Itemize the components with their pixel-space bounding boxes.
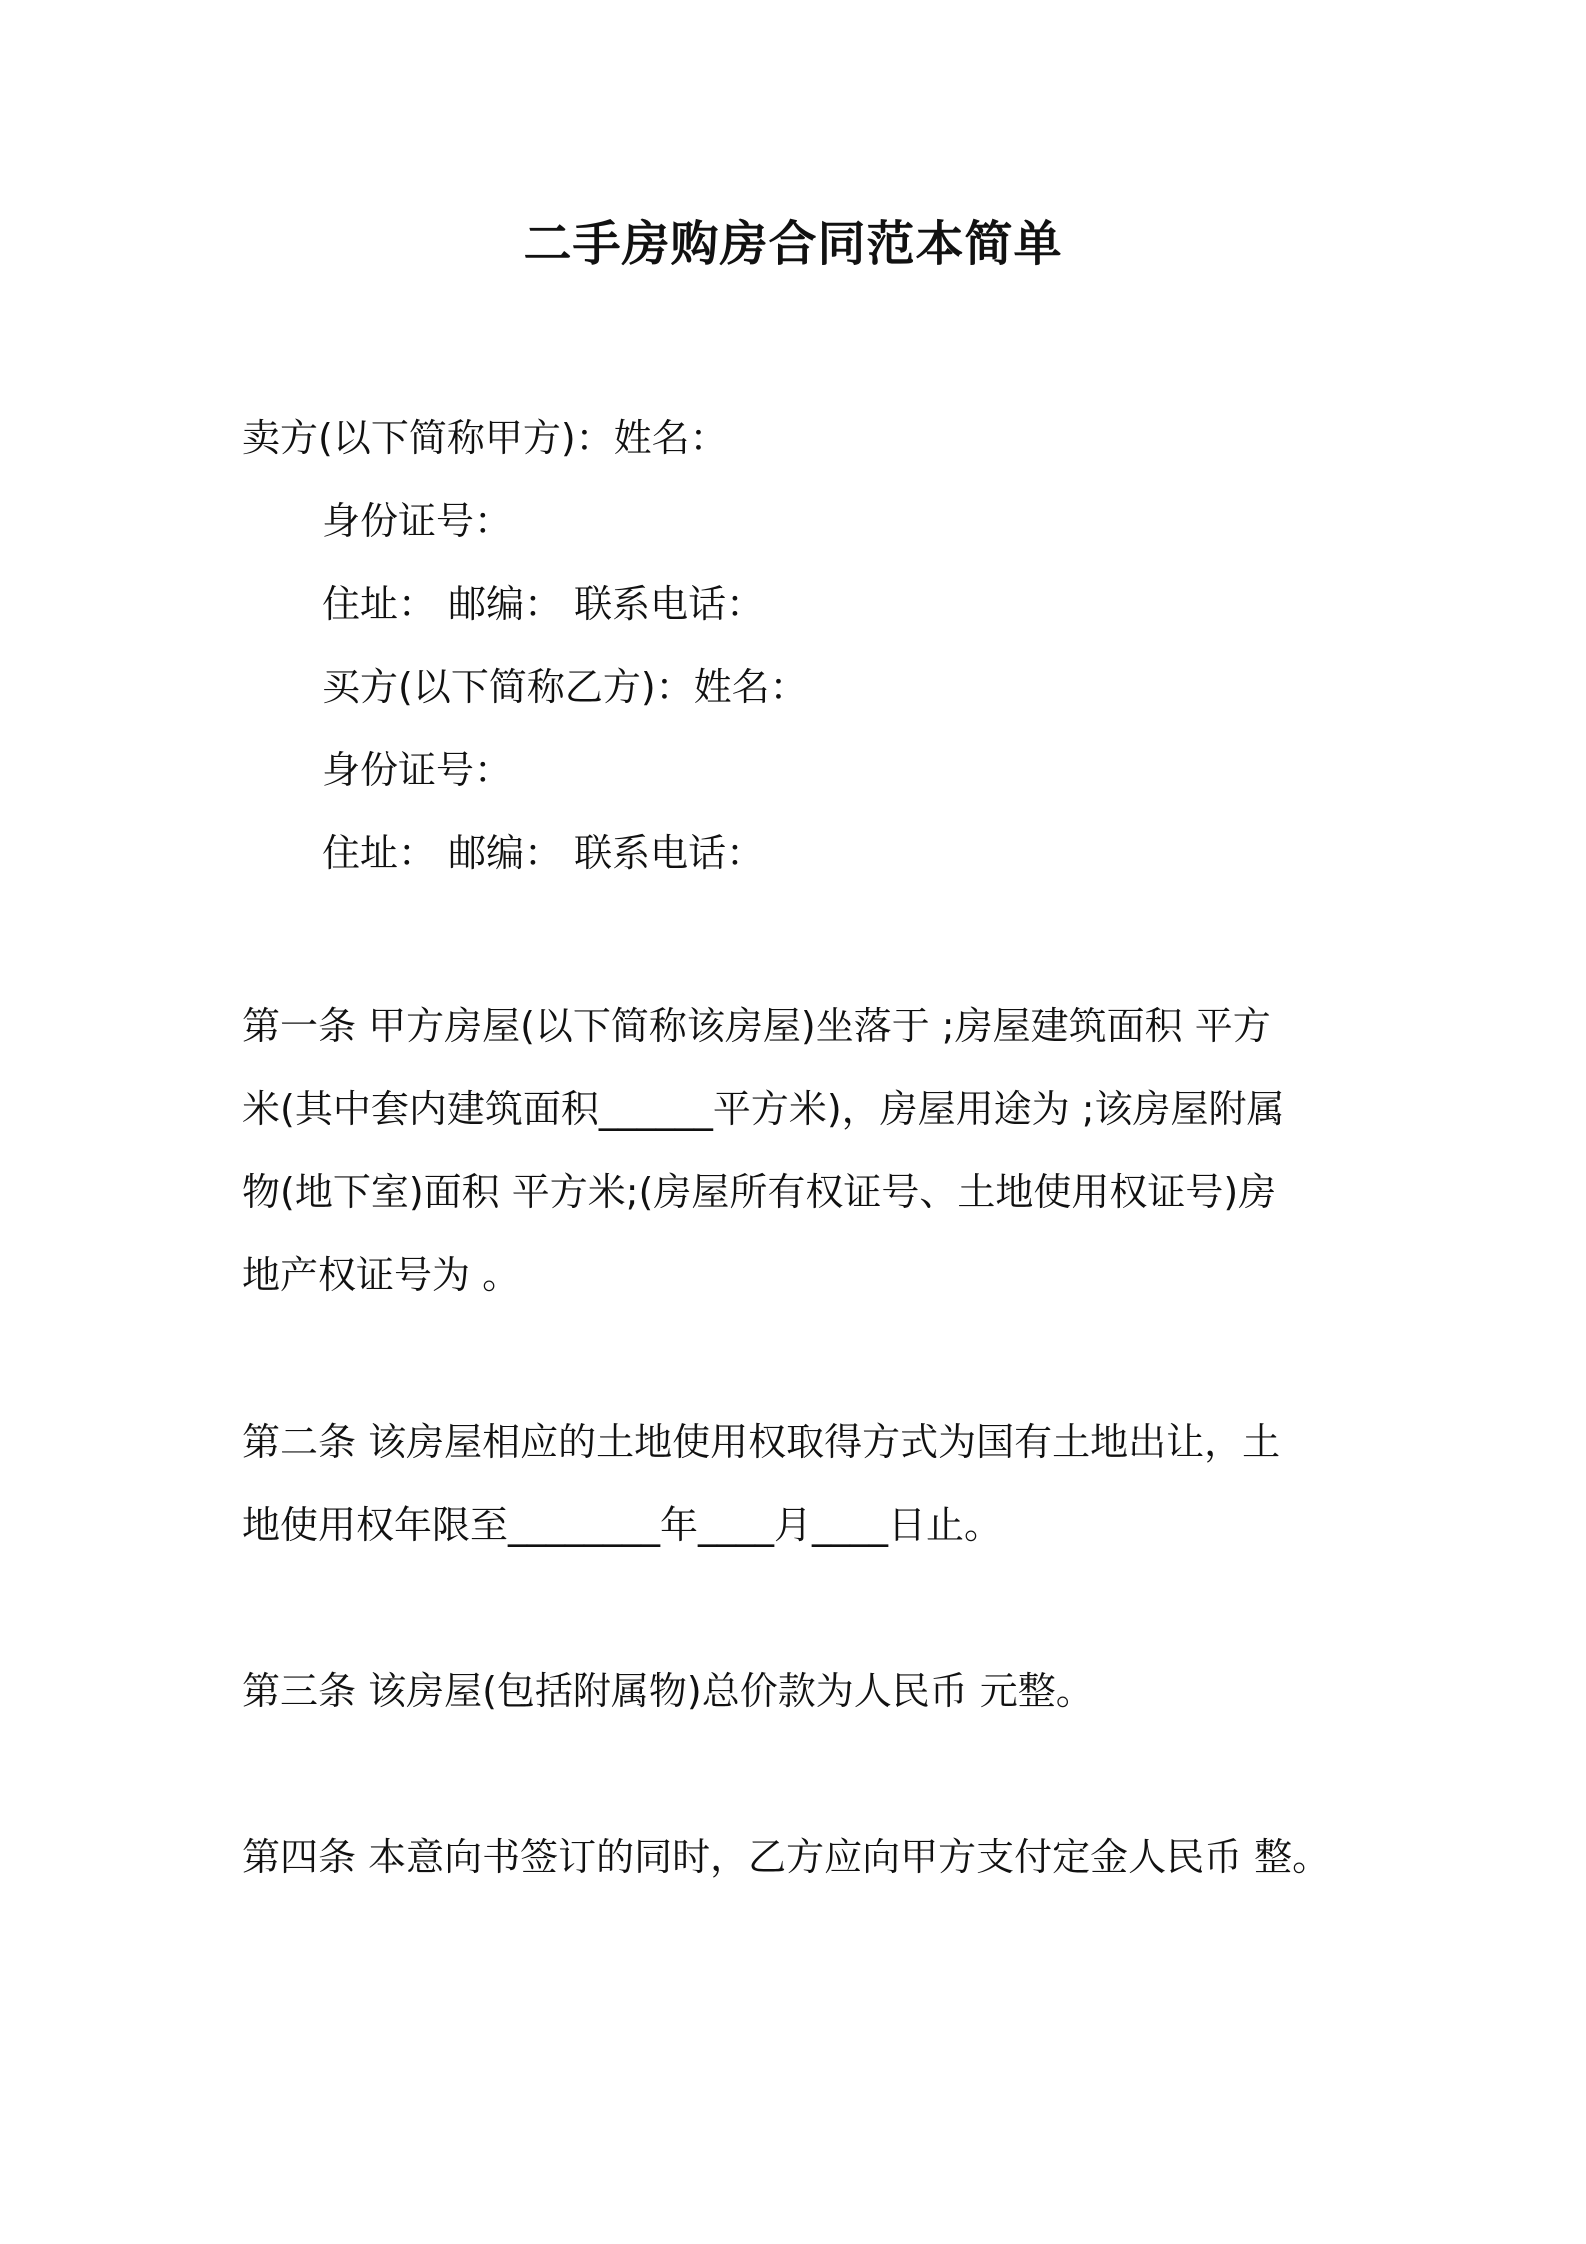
buyer-address-line: 住址： 邮编： 联系电话： [322,831,765,875]
seller-name-line: 卖方(以下简称甲方)：姓名： [242,416,728,460]
article-2-line: 地使用权年限至________年____月____日止。 [242,1503,1003,1547]
article-3 [242,1650,1362,1733]
article-2-line: 第二条 该房屋相应的土地使用权取得方式为国有土地出让，土 [242,1420,1281,1464]
article-4-line: 第四条 本意向书签订的同时，乙方应向甲方支付定金人民币 整。 [242,1835,1331,1879]
article-1-line: 物(地下室)面积 平方米;(房屋所有权证号、土地使用权证号)房 [242,1170,1277,1214]
article-3-line: 第三条 该房屋(包括附属物)总价款为人民币 元整。 [242,1669,1094,1713]
article-1-line: 米(其中套内建筑面积______平方米)，房屋用途为 ;该房屋附属 [242,1087,1285,1131]
article-4 [242,1816,1362,1899]
seller-address-line: 住址： 邮编： 联系电话： [322,582,765,626]
article-2 [242,1401,1362,1567]
buyer-name-line: 买方(以下简称乙方)：姓名： [322,665,808,709]
document-title: 二手房购房合同范本简单 [523,216,1063,272]
seller-id-line: 身份证号： [322,499,513,543]
article-1 [242,985,1362,1317]
buyer-id-line: 身份证号： [322,748,513,792]
article-1-line: 地产权证号为 。 [242,1253,521,1297]
article-1-line: 第一条 甲方房屋(以下简称该房屋)坐落于 ;房屋建筑面积 平方 [242,1004,1271,1048]
